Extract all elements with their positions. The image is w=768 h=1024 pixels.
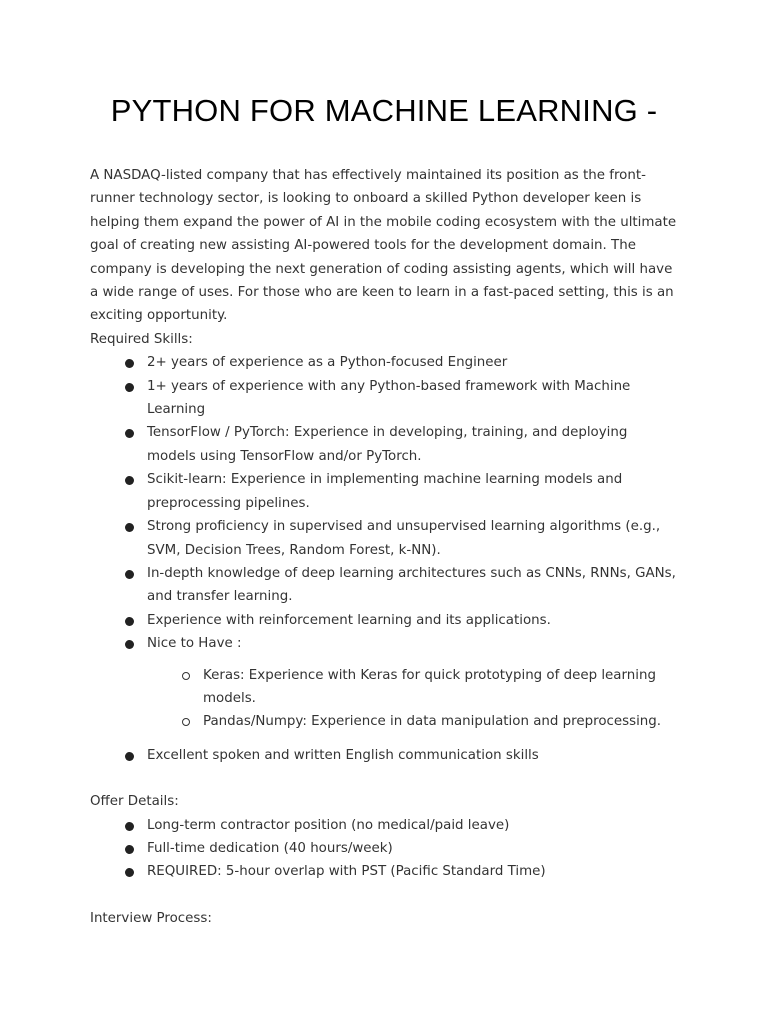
bullet-icon: [125, 523, 134, 532]
list-item: 2+ years of experience as a Python-focused Engineer: [90, 351, 680, 374]
bullet-icon: [125, 822, 134, 831]
bullet-icon: [125, 617, 134, 626]
list-item: Keras: Experience with Keras for quick prototyping of deep learning models.: [90, 664, 680, 711]
bullet-icon: [125, 476, 134, 485]
list-item: In-depth knowledge of deep learning architectures such as CNNs, RNNs, GANs, and transfer learning.: [90, 562, 680, 609]
bullet-icon: [125, 383, 134, 392]
list-item: Excellent spoken and written English communication skills: [90, 744, 680, 767]
document-body: [90, 164, 680, 930]
list-item: REQUIRED: 5-hour overlap with PST (Pacific Standard Time): [90, 860, 680, 883]
list-item: Long-term contractor position (no medical/paid leave): [90, 814, 680, 837]
nice-to-have-list: [90, 664, 680, 734]
bullet-icon: [125, 429, 134, 438]
offer-details-list: [90, 814, 680, 884]
interview-process-heading: Interview Process:: [90, 910, 212, 926]
spacer: [90, 767, 680, 790]
list-item: Full-time dedication (40 hours/week): [90, 837, 680, 860]
required-skills-heading: Required Skills:: [90, 331, 193, 347]
bullet-icon: [125, 640, 134, 649]
list-item: Experience with reinforcement learning and its applications.: [90, 609, 680, 632]
list-item: Pandas/Numpy: Experience in data manipulation and preprocessing.: [90, 710, 680, 733]
bullet-icon: [125, 752, 134, 761]
list-item: TensorFlow / PyTorch: Experience in developing, training, and deploying models using TensorFlow and/or PyTorch.: [90, 421, 680, 468]
bullet-icon: [125, 359, 134, 368]
intro-paragraph: A NASDAQ-listed company that has effectively maintained its position as the front-runner technology sector, is looking to onboard a skilled Python developer keen is helping them expand the power of AI in the mobile coding ecosystem with the ultimate goal of creating new assisting AI-powered tools for the development domain. The company is developing the next generation of coding assisting agents, which will have a wide range of uses. For those who are keen to learn in a fast-paced setting, this is an exciting opportunity.: [90, 168, 677, 324]
list-item: Scikit-learn: Experience in implementing machine learning models and preprocessing pipelines.: [90, 468, 680, 515]
bullet-icon: [125, 570, 134, 579]
hollow-bullet-icon: [182, 718, 190, 726]
list-item: Strong proficiency in supervised and unsupervised learning algorithms (e.g., SVM, Decision Trees, Random Forest, k-NN).: [90, 515, 680, 562]
bullet-icon: [125, 868, 134, 877]
list-item: Nice to Have :: [90, 632, 680, 655]
list-item: 1+ years of experience with any Python-based framework with Machine Learning: [90, 375, 680, 422]
bullet-icon: [125, 845, 134, 854]
spacer: [90, 884, 680, 907]
offer-details-heading: Offer Details:: [90, 794, 179, 810]
document-title: PYTHON FOR MACHINE LEARNING -: [110, 93, 658, 128]
required-skills-list-continued: [90, 744, 680, 767]
hollow-bullet-icon: [182, 672, 190, 680]
required-skills-list: [90, 351, 680, 655]
